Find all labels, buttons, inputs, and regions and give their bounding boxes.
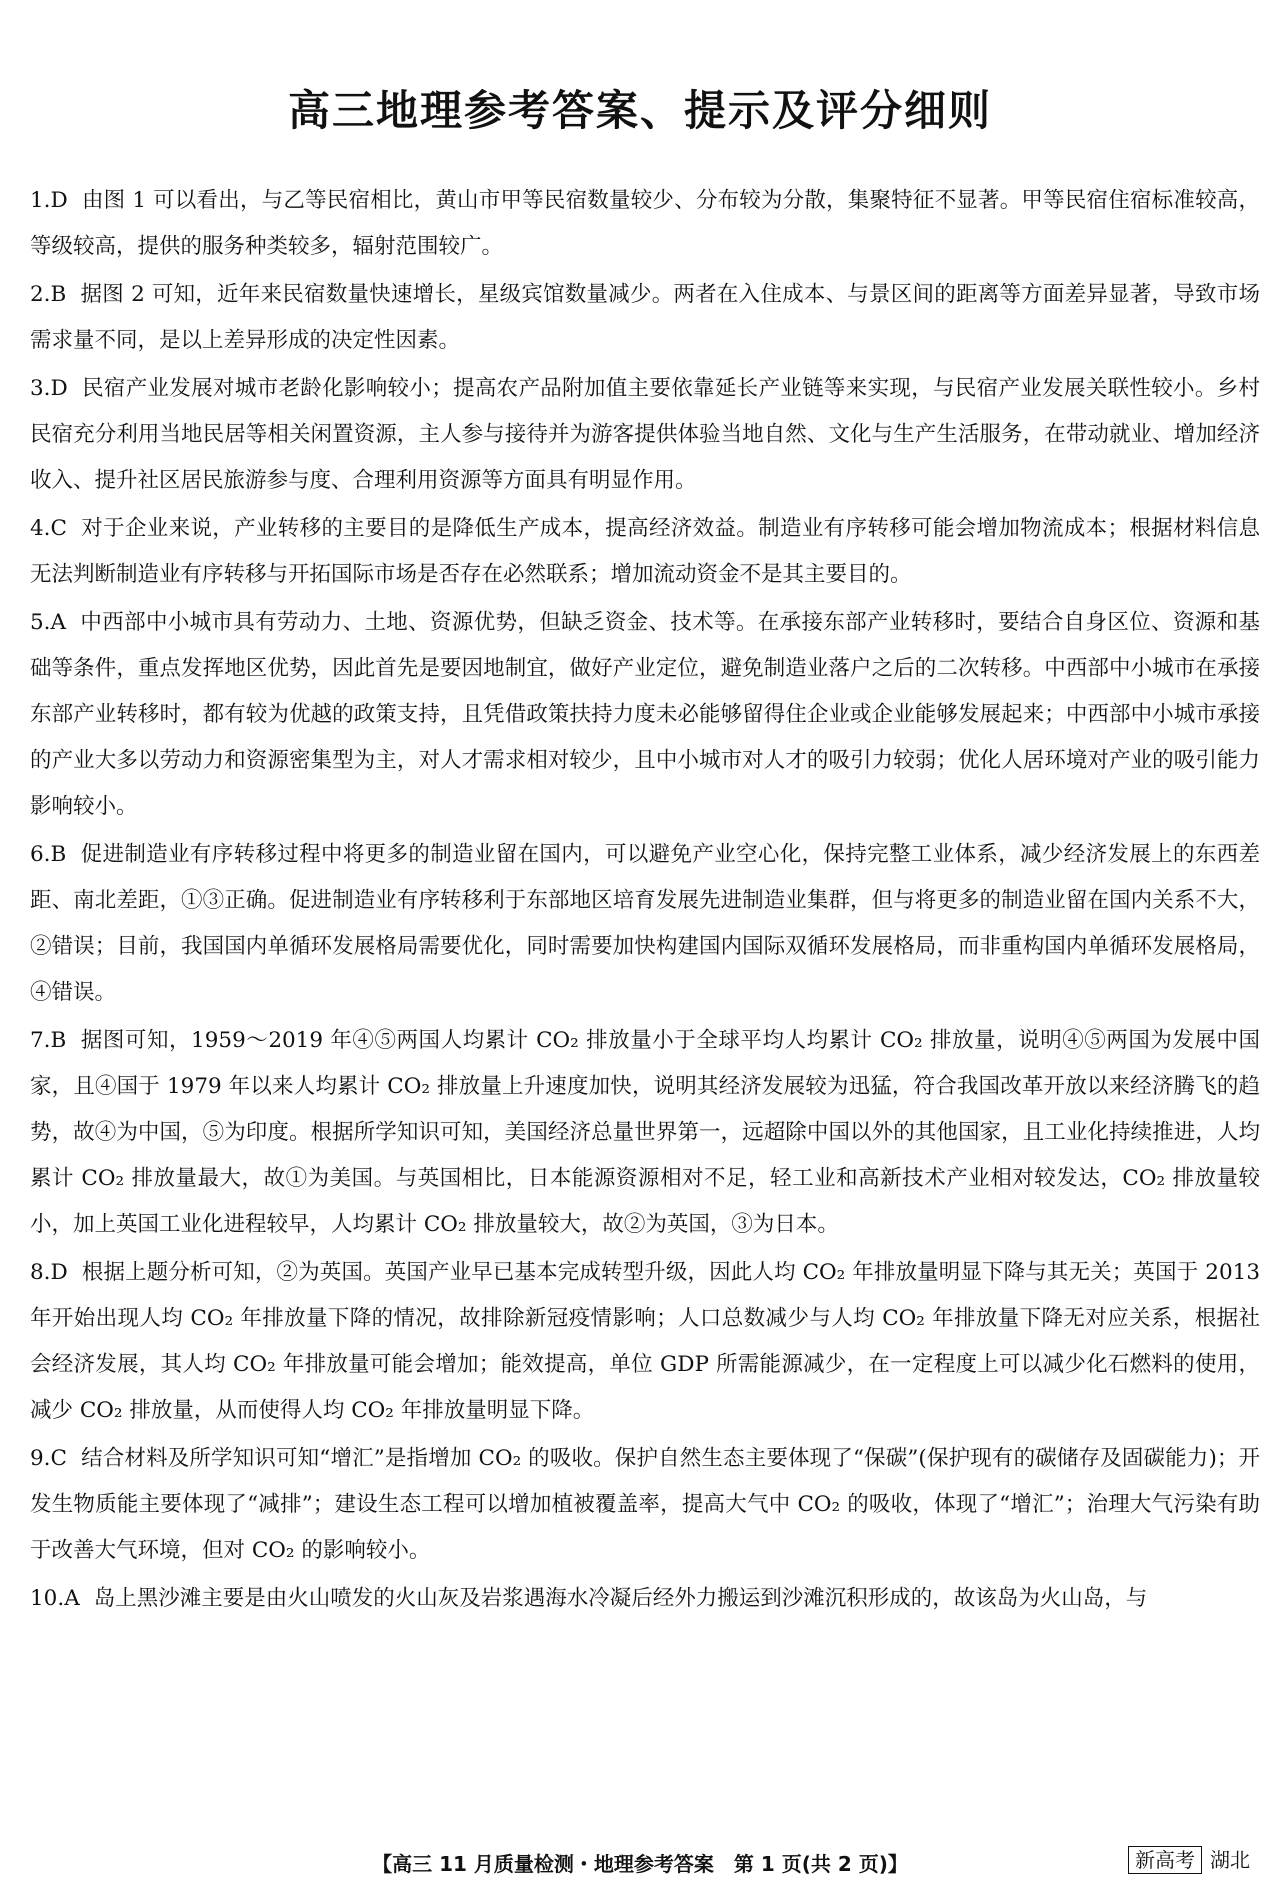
answer-number: 10.A [30, 1586, 80, 1611]
page-title: 高三地理参考答案、提示及评分细则 [287, 86, 992, 135]
page-footer [0, 1842, 1280, 1882]
answer-item [30, 506, 1260, 598]
answer-item [30, 1250, 1260, 1434]
answer-item [30, 832, 1260, 1016]
answer-item [30, 366, 1260, 504]
answer-explanation: 据图 2 可知，近年来民宿数量快速增长，星级宾馆数量减少。两者在入住成本、与景区间的距离等方面差异显著，导致市场需求量不同，是以上差异形成的决定性因素。 [30, 282, 1260, 353]
answer-explanation: 岛上黑沙滩主要是由火山喷发的火山灰及岩浆遇海水冷凝后经外力搬运到沙滩沉积形成的，故该岛为火山岛，与 [93, 1586, 1148, 1611]
region-label: 湖北 [1210, 1848, 1250, 1872]
answer-number: 2.B [30, 282, 67, 307]
footer-page-info: 【高三 11 月质量检测・地理参考答案 第 1 页(共 2 页)】 [372, 1852, 908, 1876]
answer-explanation: 促进制造业有序转移过程中将更多的制造业留在国内，可以避免产业空心化，保持完整工业体系，减少经济发展上的东西差距、南北差距，①③正确。促进制造业有序转移利于东部地区培育发展先进制造业集群，但与将更多的制造业留在国内关系不大，②错误；目前，我国国内单循环发展格局需要优化，同时需要加快构建国内国际双循环发展格局，而非重构国内单循环发展格局，④错误。 [30, 842, 1260, 1005]
answer-number: 1.D [30, 188, 68, 213]
answer-explanation: 对于企业来说，产业转移的主要目的是降低生产成本，提高经济效益。制造业有序转移可能会增加物流成本；根据材料信息无法判断制造业有序转移与开拓国际市场是否存在必然联系；增加流动资金不是其主要目的。 [30, 516, 1260, 587]
answer-explanation: 中西部中小城市具有劳动力、土地、资源优势，但缺乏资金、技术等。在承接东部产业转移时，要结合自身区位、资源和基础等条件，重点发挥地区优势，因此首先是要因地制宜，做好产业定位，避免制造业落户之后的二次转移。中西部中小城市在承接东部产业转移时，都有较为优越的政策支持，且凭借政策扶持力度未必能够留得住企业或企业能够发展起来；中西部中小城市承接的产业大多以劳动力和资源密集型为主，对人才需求相对较少，且中小城市对人才的吸引力较弱；优化人居环境对产业的吸引能力影响较小。 [30, 610, 1260, 819]
answer-number: 6.B [30, 842, 67, 867]
exam-type-badge: 新高考 [1128, 1846, 1202, 1874]
answer-item [30, 1576, 1260, 1622]
answer-number: 3.D [30, 376, 68, 401]
answer-explanation: 据图可知，1959～2019 年④⑤两国人均累计 CO₂ 排放量小于全球平均人均累计 CO₂ 排放量，说明④⑤两国为发展中国家，且④国于 1979 年以来人均累计 CO₂ 排放量上升速度加快，说明其经济发展较为迅猛，符合我国改革开放以来经济腾飞的趋势，故④为中国，⑤为印度。根据所学知识可知，美国经济总量世界第一，远超除中国以外的其他国家，且工业化持续推进，人均累计 CO₂ 排放量最大，故①为美国。与英国相比，日本能源资源相对不足，轻工业和高新技术产业相对较发达，CO₂ 排放量较小，加上英国工业化进程较早，人均累计 CO₂ 排放量较大，故②为英国，③为日本。 [30, 1028, 1260, 1237]
answer-item [30, 600, 1260, 830]
answer-explanation: 根据上题分析可知，②为英国。英国产业早已基本完成转型升级，因此人均 CO₂ 年排放量明显下降与其无关；英国于 2013 年开始出现人均 CO₂ 年排放量下降的情况，故排除新冠疫情影响；人口总数减少与人均 CO₂ 年排放量下降无对应关系，根据社会经济发展，其人均 CO₂ 年排放量可能会增加；能效提高，单位 GDP 所需能源减少，在一定程度上可以减少化石燃料的使用，减少 CO₂ 排放量，从而使得人均 CO₂ 年排放量明显下降。 [30, 1260, 1260, 1423]
answer-item [30, 272, 1260, 364]
answer-number: 9.C [30, 1446, 67, 1471]
answer-item [30, 1018, 1260, 1248]
answer-number: 8.D [30, 1260, 68, 1285]
answer-explanation: 由图 1 可以看出，与乙等民宿相比，黄山市甲等民宿数量较少、分布较为分散，集聚特征不显著。甲等民宿住宿标准较高，等级较高，提供的服务种类较多，辐射范围较广。 [30, 188, 1260, 259]
answer-explanation: 结合材料及所学知识可知“增汇”是指增加 CO₂ 的吸收。保护自然生态主要体现了“保碳”(保护现有的碳储存及固碳能力)；开发生物质能主要体现了“减排”；建设生态工程可以增加植被覆盖率，提高大气中 CO₂ 的吸收，体现了“增汇”；治理大气污染有助于改善大气环境，但对 CO₂ 的影响较小。 [30, 1446, 1260, 1563]
answer-number: 5.A [30, 610, 67, 635]
answer-number: 7.B [30, 1028, 67, 1053]
answer-item [30, 178, 1260, 270]
answer-item [30, 1436, 1260, 1574]
answer-explanation: 民宿产业发展对城市老龄化影响较小；提高农产品附加值主要依靠延长产业链等来实现，与民宿产业发展关联性较小。乡村民宿充分利用当地民居等相关闲置资源，主人参与接待并为游客提供体验当地自然、文化与生产生活服务，在带动就业、增加经济收入、提升社区居民旅游参与度、合理利用资源等方面具有明显作用。 [30, 376, 1260, 493]
answers-list [30, 178, 1260, 1624]
footer-tags [1128, 1844, 1250, 1873]
answer-number: 4.C [30, 516, 67, 541]
